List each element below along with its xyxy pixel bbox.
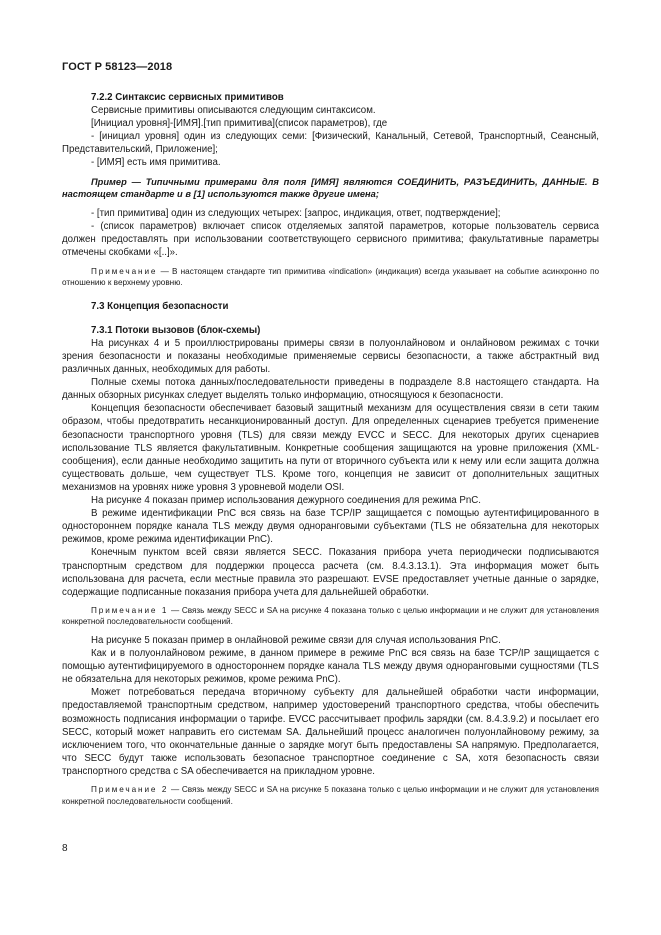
note-label: Примечание 2	[91, 785, 169, 794]
section-heading-7-3-1: 7.3.1 Потоки вызовов (блок-схемы)	[91, 324, 261, 336]
document-header: ГОСТ Р 58123—2018	[62, 61, 173, 73]
list-item: - [ИМЯ] есть имя примитива.	[91, 157, 221, 169]
paragraph: [Инициал уровня]-[ИМЯ].[тип примитива](список параметров), где	[91, 118, 388, 130]
section-heading-7-3: 7.3 Концепция безопасности	[91, 300, 229, 312]
paragraph: Концепция безопасности обеспечивает базовый защитный механизм для осуществления связи в сети таким образом, чтобы предотвратить несанкционированный доступ. Для определенных сценариев требуется применение безопасности транспортного уровня (TLS) для связи между EVCC и SECC. Для некоторых других сценариев использование TLS является факультативным. Конкретные сообщения защищаются на уровне приложения (XML-сообщения), если данные необходимо защитить на пути от вторичного субъекта или к нему или если защита должна существовать дольше, чем существует TLS. Кроме того, концепция не зависит от дополнительных защитных механизмов на уровнях ниже уровня 3 уровневой модели OSI.	[62, 403, 599, 493]
note-1	[62, 605, 599, 628]
paragraph: Конечным пунктом всей связи является SECC. Показания прибора учета периодически подписываются транспортным средством для поддержки процесса расчета (см. 8.4.3.13.1). Эта информация может быть использована для расчета, если местные правила это разрешают. EVSE предоставляет учетные данные о зарядке, содержащие подписанные показания прибора учета для дальнейшей обработки.	[62, 547, 599, 598]
paragraph: Полные схемы потока данных/последовательности приведены в подразделе 8.8 настоящего стандарта. На данных обзорных рисунках следует выделять только информацию, относящуюся к безопасности.	[62, 377, 599, 402]
note-text: — В настоящем стандарте тип примитива «indication» (индикация) всегда указывает на событие асинхронно по отношению к верхнему уровню.	[62, 266, 599, 288]
list-item: - [инициал уровня] один из следующих семи: [Физический, Канальный, Сетевой, Транспортный, Сеансный, Представительский, Приложение];	[62, 131, 599, 156]
section-heading-7-2-2: 7.2.2 Синтаксис сервисных примитивов	[91, 92, 284, 103]
paragraph: На рисунке 5 показан пример в онлайновой режиме связи для случая использования PnC.	[91, 634, 501, 646]
document-body	[62, 91, 599, 807]
paragraph: В режиме идентификации PnC вся связь на базе TCP/IP защищается с помощью аутентифицированного в одностороннем порядке канала TLS между двумя одноранговыми субъектами (TLS не обязательна для некоторых режимов, кроме режима идентификации PnC).	[62, 508, 599, 546]
note-2	[62, 784, 599, 807]
paragraph: Сервисные примитивы описываются следующим синтаксисом.	[91, 105, 376, 117]
note-text: — Связь между SECC и SA на рисунке 5 показана только с целью информации и не служит для установления конкретной последовательности сообщений.	[62, 785, 599, 806]
page-number: 8	[62, 843, 68, 854]
paragraph: На рисунке 4 показан пример использования дежурного соединения для режима PnC.	[91, 495, 481, 507]
note-label: Примечание 1	[91, 605, 169, 615]
note	[62, 266, 599, 289]
paragraph: Может потребоваться передача вторичному субъекту для дальнейшей обработки части информации, предоставляемой транспортным средством, например удостоверений транспортного средства, чтобы обеспечить возможность подписания информации о тарифе. EVCC рассчитывает профиль зарядки (см. 8.4.3.9.2) и посылает его SECC, который может направить его системам SA. Дальнейший процесс аналогичен полуонлайновому режиму, за исключением того, что окончательные данные о зарядке могут быть предоставлены SA напрямую. Предполагается, что SECC будут также использовать безопасное транспортное соединение с SA, хотя безопасность связи транспортного средства с SA обеспечивается на прикладном уровне.	[62, 687, 599, 777]
note-text: — Связь между SECC и SA на рисунке 4 показана только с целью информации и не служит для установления конкретной последовательности сообщений.	[62, 605, 599, 627]
list-item: - (список параметров) включает список отделяемых запятой параметров, которые пользователь сервиса должен предоставлять при использовании соответствующего сервисного примитива; факультативные параметры отмечены скобками «[..]».	[62, 221, 599, 259]
paragraph: На рисунках 4 и 5 проиллюстрированы примеры связи в полуонлайновом и онлайновом режимах с точки зрения безопасности и показаны необходимые применяемые сервисы безопасности, а также абстрактный вид различных данных, необходимых для работы.	[62, 337, 599, 376]
list-item: - [тип примитива] один из следующих четырех: [запрос, индикация, ответ, подтверждение];	[91, 208, 501, 220]
paragraph: Как и в полуонлайновом режиме, в данном примере в режиме PnC вся связь на базе TCP/IP защищается с помощью аутентифицируемого в одностороннем порядке канала TLS между двумя одноранговыми сущностями (TLS не обязательна для некоторых режимов, кроме режима PnC).	[62, 648, 599, 686]
note-label: Примечание	[91, 266, 158, 276]
example-text: Пример — Типичными примерами для поля [ИМЯ] являются СОЕДИНИТЬ, РАЗЪЕДИНИТЬ, ДАННЫЕ. В настоящем стандарте и в [1] используются также другие имена;	[62, 176, 599, 200]
